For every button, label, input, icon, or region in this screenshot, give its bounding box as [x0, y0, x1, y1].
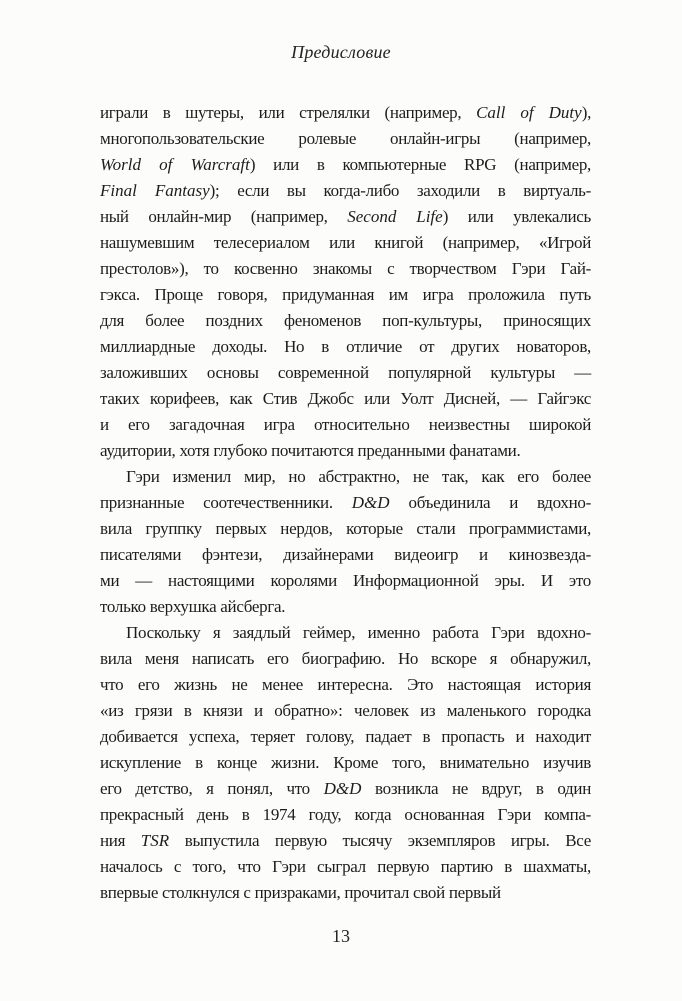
- body-text-segment: вила меня написать его биографию. Но вскоре я обнаружил,: [100, 649, 591, 668]
- body-text-segment: Поскольку я заядлый геймер, именно работа Гэри вдохно-: [126, 623, 591, 642]
- body-text-segment: объединила и вдохно-: [389, 493, 591, 512]
- text-line: [100, 334, 591, 360]
- italic-title-text: TSR: [140, 831, 170, 850]
- body-text-segment: аудитории, хотя глубоко почитаются преданными фанатами.: [100, 441, 521, 460]
- body-text-segment: что его жизнь не менее интересна. Это настоящая история: [100, 675, 591, 694]
- italic-title-text: D&D: [323, 779, 362, 798]
- body-text: [100, 100, 591, 906]
- text-line: [100, 880, 591, 906]
- text-line: [100, 230, 591, 256]
- body-text-segment: его детство, я понял, что: [100, 779, 324, 798]
- body-text-segment: ный онлайн-мир (например,: [100, 207, 348, 226]
- italic-title-text: Call of Duty: [476, 103, 582, 122]
- body-text-segment: престолов»), то косвенно знакомы с творчеством Гэри Гай-: [100, 259, 591, 278]
- text-line: [100, 698, 591, 724]
- italic-title-text: Second Life: [347, 207, 443, 226]
- body-text-segment: и его загадочная игра относительно неизвестны широкой: [100, 415, 591, 434]
- text-line: [100, 854, 591, 880]
- text-line: [100, 126, 591, 152]
- text-line: [100, 646, 591, 672]
- text-line: [100, 802, 591, 828]
- body-text-segment: нашумевшим телесериалом или книгой (например, «Игрой: [100, 233, 591, 252]
- text-line: [100, 828, 591, 854]
- text-line: [100, 594, 591, 620]
- page-number: 13: [332, 926, 350, 946]
- text-line: [100, 724, 591, 750]
- body-text-segment: многопользовательские ролевые онлайн-игры (например,: [100, 129, 591, 148]
- text-line: [100, 568, 591, 594]
- body-text-segment: ),: [581, 103, 592, 122]
- running-header: Предисловие: [291, 42, 391, 62]
- body-text-segment: гэкса. Проще говоря, придуманная им игра проложила путь: [100, 285, 591, 304]
- body-text-segment: таких корифеев, как Стив Джобс или Уолт Дисней, — Гайгэкс: [100, 389, 591, 408]
- text-line: [100, 516, 591, 542]
- body-text-segment: впервые столкнулся с призраками, прочитал свой первый: [100, 883, 501, 902]
- body-text-segment: писателями фэнтези, дизайнерами видеоигр и кинозвезда-: [100, 545, 591, 564]
- body-text-segment: выпустила первую тысячу экземпляров игры. Все: [169, 831, 591, 850]
- body-text-segment: добивается успеха, теряет голову, падает в пропасть и находит: [100, 727, 591, 746]
- body-text-segment: ); если вы когда-либо заходили в виртуаль-: [209, 181, 591, 200]
- italic-title-text: World of Warcraft: [100, 155, 250, 174]
- text-line: [100, 178, 591, 204]
- text-line: [100, 542, 591, 568]
- italic-title-text: Final Fantasy: [100, 181, 210, 200]
- text-line: [100, 204, 591, 230]
- text-line: [100, 464, 591, 490]
- text-line: [100, 672, 591, 698]
- text-line: [100, 620, 591, 646]
- text-line: [100, 256, 591, 282]
- body-text-segment: вила группку первых нердов, которые стали программистами,: [100, 519, 591, 538]
- body-text-segment: миллиардные доходы. Но в отличие от других новаторов,: [100, 337, 591, 356]
- body-text-segment: возникла не вдруг, в один: [361, 779, 591, 798]
- body-text-segment: ) или в компьютерные RPG (например,: [249, 155, 592, 174]
- text-line: [100, 386, 591, 412]
- text-line: [100, 308, 591, 334]
- text-line: [100, 750, 591, 776]
- body-text-segment: для более поздних феноменов поп-культуры, приносящих: [100, 311, 591, 330]
- italic-title-text: D&D: [351, 493, 390, 512]
- body-text-segment: ми — настоящими королями Информационной эры. И это: [100, 571, 591, 590]
- text-line: [100, 438, 591, 464]
- text-line: [100, 490, 591, 516]
- body-text-segment: играли в шутеры, или стрелялки (например,: [100, 103, 477, 122]
- text-line: [100, 776, 591, 802]
- text-line: [100, 282, 591, 308]
- text-line: [100, 152, 591, 178]
- body-text-segment: прекрасный день в 1974 году, когда основанная Гэри компа-: [100, 805, 591, 824]
- body-text-segment: началось с того, что Гэри сыграл первую партию в шахматы,: [100, 857, 591, 876]
- body-text-segment: искупление в конце жизни. Кроме того, внимательно изучив: [100, 753, 591, 772]
- body-text-segment: Гэри изменил мир, но абстрактно, не так, как его более: [126, 467, 591, 486]
- body-text-segment: только верхушка айсберга.: [100, 597, 286, 616]
- body-text-segment: заложивших основы современной популярной культуры —: [100, 363, 591, 382]
- body-text-segment: «из грязи в князи и обратно»: человек из маленького городка: [100, 701, 591, 720]
- text-line: [100, 412, 591, 438]
- body-text-segment: признанные соотечественники.: [100, 493, 352, 512]
- text-line: [100, 100, 591, 126]
- body-text-segment: ) или увлекались: [442, 207, 591, 226]
- text-line: [100, 360, 591, 386]
- body-text-segment: ния: [100, 831, 141, 850]
